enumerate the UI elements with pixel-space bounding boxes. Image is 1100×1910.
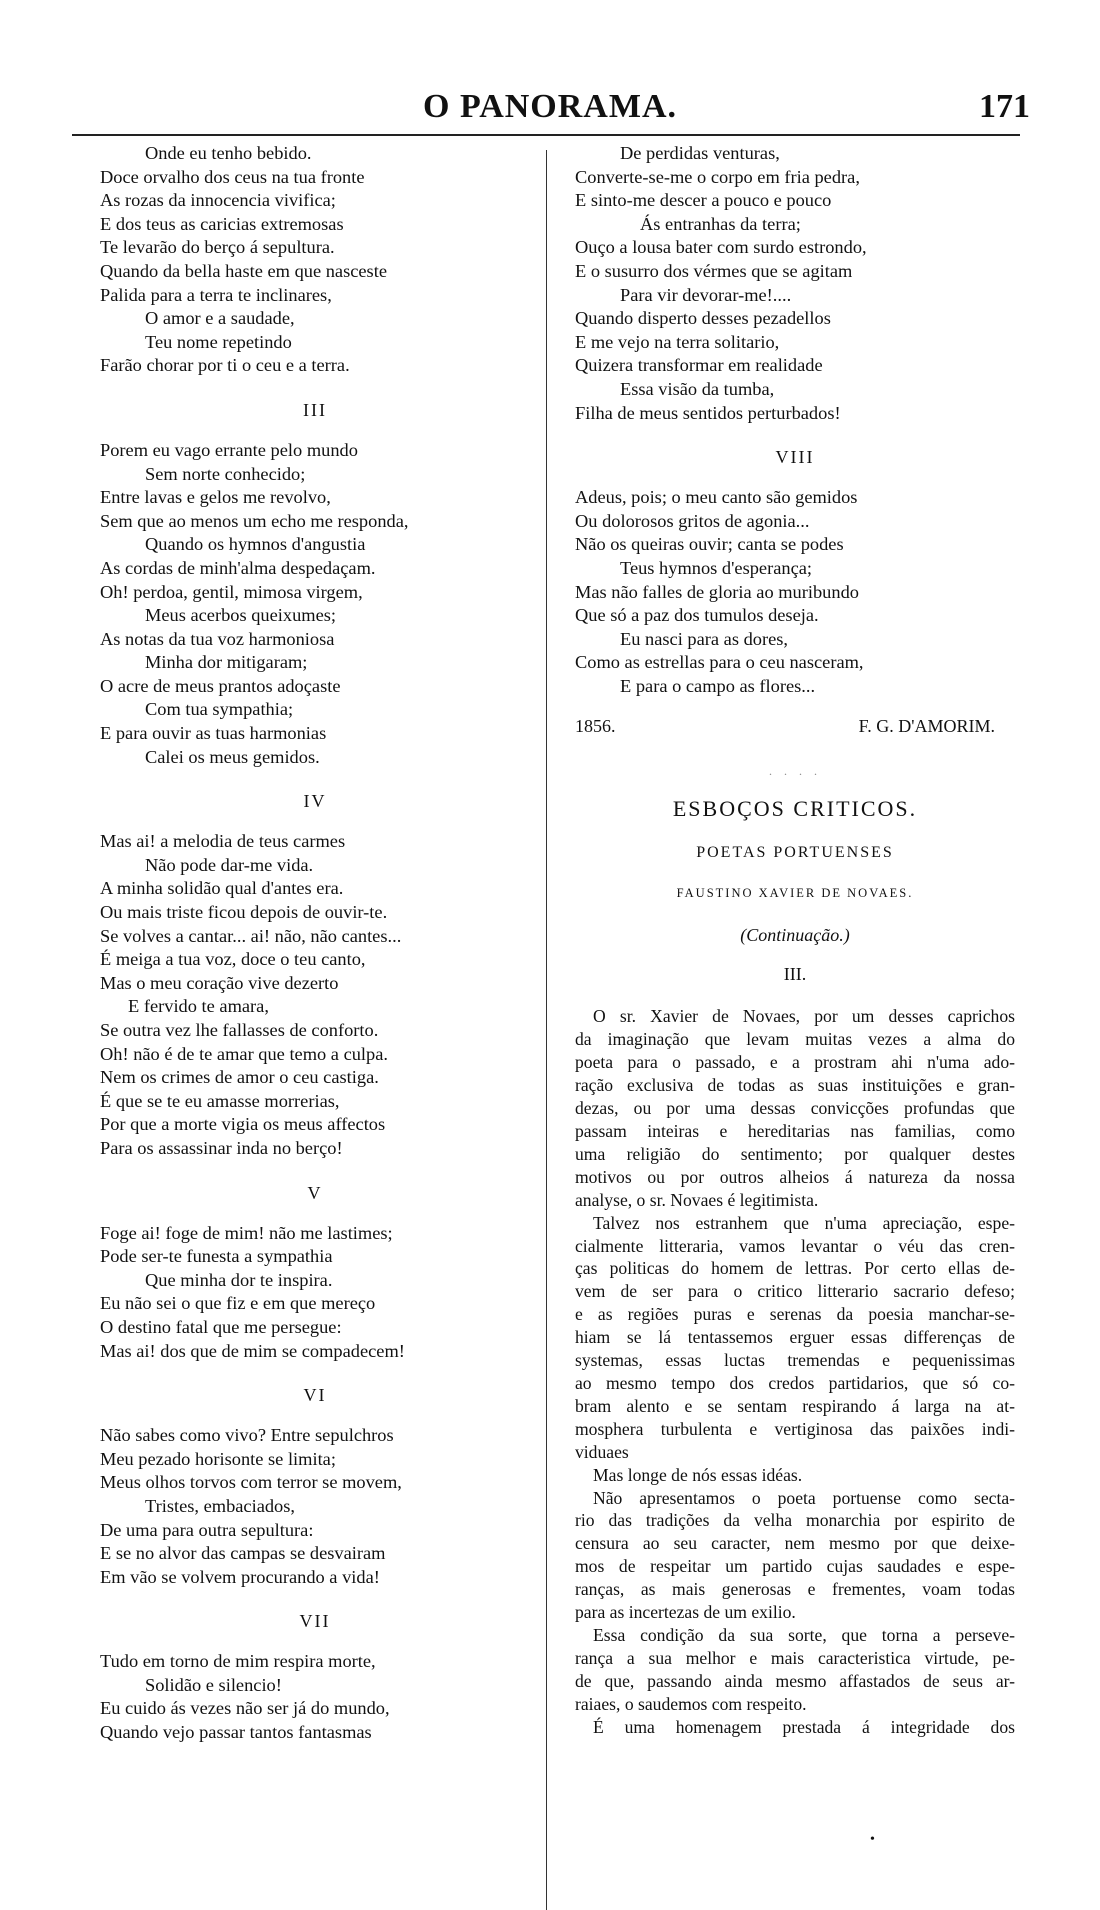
article-line: rio das tradições da velha monarchia por espirito de: [575, 1510, 1015, 1531]
poem-line: É que se te eu amasse morrerias,: [100, 1090, 340, 1111]
footer-dot: •: [870, 1832, 875, 1847]
article-line: passam inteiras e hereditarias nas familias, como: [575, 1121, 1015, 1141]
poem-line: Converte-se-me o corpo em fria pedra,: [575, 166, 860, 187]
poem-line: Quizera transformar em realidade: [575, 355, 823, 376]
poem-stanza-iii: [100, 439, 530, 769]
poem-section-heading: IV: [303, 791, 327, 812]
poem-stanza-iv: [100, 830, 530, 1160]
poem-line: Que minha dor te inspira.: [145, 1269, 333, 1290]
poem-line: Eu nasci para as dores,: [620, 628, 789, 649]
poem-line: Te levarão do berço á sepultura.: [100, 237, 335, 258]
article-body: [575, 1005, 1015, 1738]
poem-line: Para os assassinar inda no berço!: [100, 1137, 343, 1158]
poem-line: Palida para a terra te inclinares,: [100, 284, 332, 305]
poem-line: Essa visão da tumba,: [620, 378, 775, 399]
publication-title: O PANORAMA.: [423, 88, 677, 125]
poem-line: E sinto-me descer a pouco e pouco: [575, 190, 832, 211]
article-line: hiam se lá tentassemos erguer essas differenças de: [575, 1327, 1015, 1348]
poem-line: Oh! perdoa, gentil, mimosa virgem,: [100, 581, 363, 602]
article-line: e as regiões puras e serenas da poesia manchar-se-: [575, 1304, 1015, 1325]
poem-line: De perdidas venturas,: [620, 143, 780, 163]
article-line: analyse, o sr. Novaes é legitimista.: [575, 1189, 819, 1210]
article-line: Mas longe de nós essas idéas.: [593, 1464, 803, 1485]
poem-line: Mas não falles de gloria ao muribundo: [575, 581, 859, 602]
poem-line: O destino fatal que me persegue:: [100, 1316, 342, 1337]
article-line: ças politicas do homem de lettras. Por certo ellas de-: [575, 1258, 1015, 1279]
right-column: [575, 142, 1015, 1738]
poem-line: Ouço a lousa bater com surdo estrondo,: [575, 237, 867, 258]
article-line: mosphera turbulenta e vertiginosa das paixões indi-: [575, 1418, 1015, 1439]
article-line: motivos ou por outros alheios á natureza da nossa: [575, 1166, 1015, 1187]
article-line: bram alento e se sentam respirando á larga na at-: [575, 1395, 1015, 1416]
poem-line: E fervido te amara,: [128, 996, 269, 1017]
article-line: da imaginação que levam muitas vezes a alma do: [575, 1029, 1015, 1050]
poem-section-heading: V: [307, 1182, 323, 1203]
article-section-heading: III.: [783, 964, 807, 985]
article-line: cialmente litteraria, vamos levantar o véu das cren-: [575, 1235, 1015, 1256]
article-paragraph: [575, 1005, 1015, 1211]
poem-line: As cordas de minh'alma despedaçam.: [100, 557, 376, 578]
article-paragraph: [575, 1487, 1015, 1624]
poem-date: 1856.: [575, 716, 616, 737]
poem-line: As notas da tua voz harmoniosa: [100, 628, 335, 649]
article-title: ESBOÇOS CRITICOS.: [672, 796, 918, 822]
column-divider: [546, 150, 547, 1910]
poem-line: Eu cuido ás vezes não ser já do mundo,: [100, 1698, 390, 1719]
section-separator: · · · ·: [768, 767, 822, 782]
poem-line: Ás entranhas da terra;: [640, 213, 801, 234]
poem-line: Foge ai! foge de mim! não me lastimes;: [100, 1222, 393, 1243]
article-line: mos de respeitar um partido cujas saudades e espe-: [575, 1556, 1015, 1577]
poem-line: Não pode dar-me vida.: [145, 854, 314, 875]
poem-line: Que só a paz dos tumulos deseja.: [575, 605, 819, 626]
article-line: systemas, essas luctas tremendas e pequenissimas: [575, 1350, 1015, 1371]
poem-line: Solidão e silencio!: [145, 1674, 282, 1695]
poem-line: Tristes, embaciados,: [145, 1495, 296, 1516]
poem-line: É meiga a tua voz, doce o teu canto,: [100, 949, 366, 970]
poem-line: Entre lavas e gelos me revolvo,: [100, 487, 331, 508]
article-line: O sr. Xavier de Novaes, por um desses caprichos: [593, 1006, 1015, 1027]
poem-line: A minha solidão qual d'antes era.: [100, 878, 344, 899]
article-continuation: (Continuação.): [740, 925, 850, 946]
poem-line: Quando vejo passar tantos fantasmas: [100, 1722, 372, 1743]
poem-line: Nem os crimes de amor o ceu castiga.: [100, 1067, 379, 1088]
poem-line: Como as estrellas para o ceu nasceram,: [575, 652, 864, 673]
masthead: [70, 88, 1030, 138]
poem-section-heading: VIII: [775, 447, 815, 468]
article-line: censura ao seu caracter, nem mesmo por que deixe-: [575, 1533, 1015, 1554]
poem-line: Adeus, pois; o meu canto são gemidos: [575, 487, 858, 508]
poem-line: Tudo em torno de mim respira morte,: [100, 1651, 376, 1672]
poem-line: Não sabes como vivo? Entre sepulchros: [100, 1425, 394, 1446]
poem-line: O amor e a saudade,: [145, 308, 295, 329]
article-line: Essa condição da sua sorte, que torna a perseve-: [593, 1624, 1015, 1645]
poem-line: Minha dor mitigaram;: [145, 652, 308, 673]
article-line: Talvez nos estranhem que n'uma apreciação, espe-: [593, 1212, 1015, 1233]
poem-line: Por que a morte vigia os meus affectos: [100, 1114, 386, 1135]
poem-line: Porem eu vago errante pelo mundo: [100, 439, 358, 460]
poem-line: As rozas da innocencia vivifica;: [100, 190, 336, 211]
poem-section-heading: VI: [303, 1385, 327, 1406]
poem-stanza-intro: [100, 142, 530, 378]
poem-line: Doce orvalho dos ceus na tua fronte: [100, 166, 365, 187]
poem-line: E se no alvor das campas se desvairam: [100, 1543, 386, 1564]
article-line: rança a sua melhor e mais caracteristica virtude, pe-: [575, 1647, 1015, 1668]
poem-line: Meus olhos torvos com terror se movem,: [100, 1472, 402, 1493]
poem-line: Mas ai! a melodia de teus carmes: [100, 831, 346, 852]
poem-line: E me vejo na terra solitario,: [575, 331, 780, 352]
poem-line: Teus hymnos d'esperança;: [620, 557, 813, 578]
poem-stanza-vii: [100, 1650, 530, 1744]
poem-line: Meu pezado horisonte se limita;: [100, 1448, 336, 1469]
poem-line: Mas o meu coração vive dezerto: [100, 972, 339, 993]
article-paragraph: [575, 1212, 1015, 1464]
article-line: ao mesmo tempo dos credos partidarios, que só co-: [575, 1372, 1015, 1393]
poem-line: O acre de meus prantos adoçaste: [100, 675, 341, 696]
poem-line: E para ouvir as tuas harmonias: [100, 723, 327, 744]
poem-line: Se outra vez lhe fallasses de conforto.: [100, 1020, 379, 1040]
poem-line: Com tua sympathia;: [145, 699, 294, 720]
left-column: [100, 142, 530, 1745]
article-line: para as incertezas de um exilio.: [575, 1602, 796, 1623]
page-number: 171: [979, 88, 1030, 125]
article-line: poeta para o passado, e a prostram ahi n'uma ado-: [575, 1052, 1015, 1073]
poem-line: Não os queiras ouvir; canta se podes: [575, 534, 844, 555]
poem-line: E para o campo as flores...: [620, 675, 816, 696]
article-line: viduaes: [575, 1441, 629, 1462]
poem-stanza-v: [100, 1222, 530, 1364]
article-paragraph: [575, 1624, 1015, 1716]
poem-line: Eu não sei o que fiz e em que mereço: [100, 1293, 376, 1314]
poem-line: Farão chorar por ti o ceu e a terra.: [100, 355, 350, 376]
article-line: É uma homenagem prestada á integridade dos: [593, 1716, 1015, 1737]
poem-line: Oh! não é de te amar que temo a culpa.: [100, 1043, 388, 1064]
header-rule: [72, 134, 1020, 136]
article-line: vem de ser para o critico litterario sacrario defeso;: [575, 1281, 1015, 1302]
article-line: ranças, as mais generosas e frementes, voam todas: [575, 1579, 1015, 1600]
poem-signature: [575, 716, 1015, 737]
article-line: Não apresentamos o poeta portuense como secta-: [593, 1487, 1015, 1508]
poem-stanza-viii: [575, 486, 1015, 698]
poem-stanza-vii-continued: [575, 142, 1015, 425]
article-line: ração exclusiva de todas as suas instituições e gran-: [575, 1075, 1015, 1096]
article-paragraph: [575, 1716, 1015, 1739]
poem-author: F. G. D'AMORIM.: [858, 716, 995, 737]
article-subtitle: POETAS PORTUENSES: [696, 844, 894, 862]
poem-line: De uma para outra sepultura:: [100, 1519, 314, 1540]
article-paragraph: [575, 1464, 1015, 1487]
article-line: uma religião do sentimento; por qualquer destes: [575, 1143, 1015, 1164]
poem-line: Ou mais triste ficou depois de ouvir-te.: [100, 902, 388, 923]
poem-line: Sem norte conhecido;: [145, 463, 306, 484]
poem-section-heading: III: [303, 399, 327, 420]
poem-line: Teu nome repetindo: [145, 331, 292, 352]
article-line: dezas, ou por uma dessas convicções profundas que: [575, 1098, 1015, 1119]
poem-line: Sem que ao menos um echo me responda,: [100, 510, 409, 531]
poem-stanza-vi: [100, 1424, 530, 1589]
article-line: raiaes, o saudemos com respeito.: [575, 1693, 807, 1714]
poem-line: E dos teus as caricias extremosas: [100, 213, 344, 234]
poem-line: Onde eu tenho bebido.: [145, 143, 312, 163]
poem-line: Ou dolorosos gritos de agonia...: [575, 510, 810, 531]
poem-line: Mas ai! dos que de mim se compadecem!: [100, 1340, 405, 1361]
poem-line: Pode ser-te funesta a sympathia: [100, 1246, 333, 1267]
poem-line: E o susurro dos vérmes que se agitam: [575, 260, 853, 281]
poem-line: Quando da bella haste em que nasceste: [100, 260, 387, 281]
poem-line: Meus acerbos queixumes;: [145, 605, 337, 626]
poem-line: Em vão se volvem procurando a vida!: [100, 1566, 380, 1587]
article-line: de que, passando ainda mesmo affastados de seus ar-: [575, 1670, 1015, 1691]
poem-line: Filha de meus sentidos perturbados!: [575, 402, 841, 423]
poem-line: Para vir devorar-me!....: [620, 284, 792, 305]
poem-line: Calei os meus gemidos.: [145, 746, 320, 767]
poem-line: Se volves a cantar... ai! não, não cantes...: [100, 925, 402, 946]
poem-line: Quando disperto desses pezadellos: [575, 308, 831, 329]
article-author: FAUSTINO XAVIER DE NOVAES.: [676, 886, 914, 901]
poem-section-heading: VII: [299, 1611, 331, 1632]
poem-line: Quando os hymnos d'angustia: [145, 534, 366, 555]
